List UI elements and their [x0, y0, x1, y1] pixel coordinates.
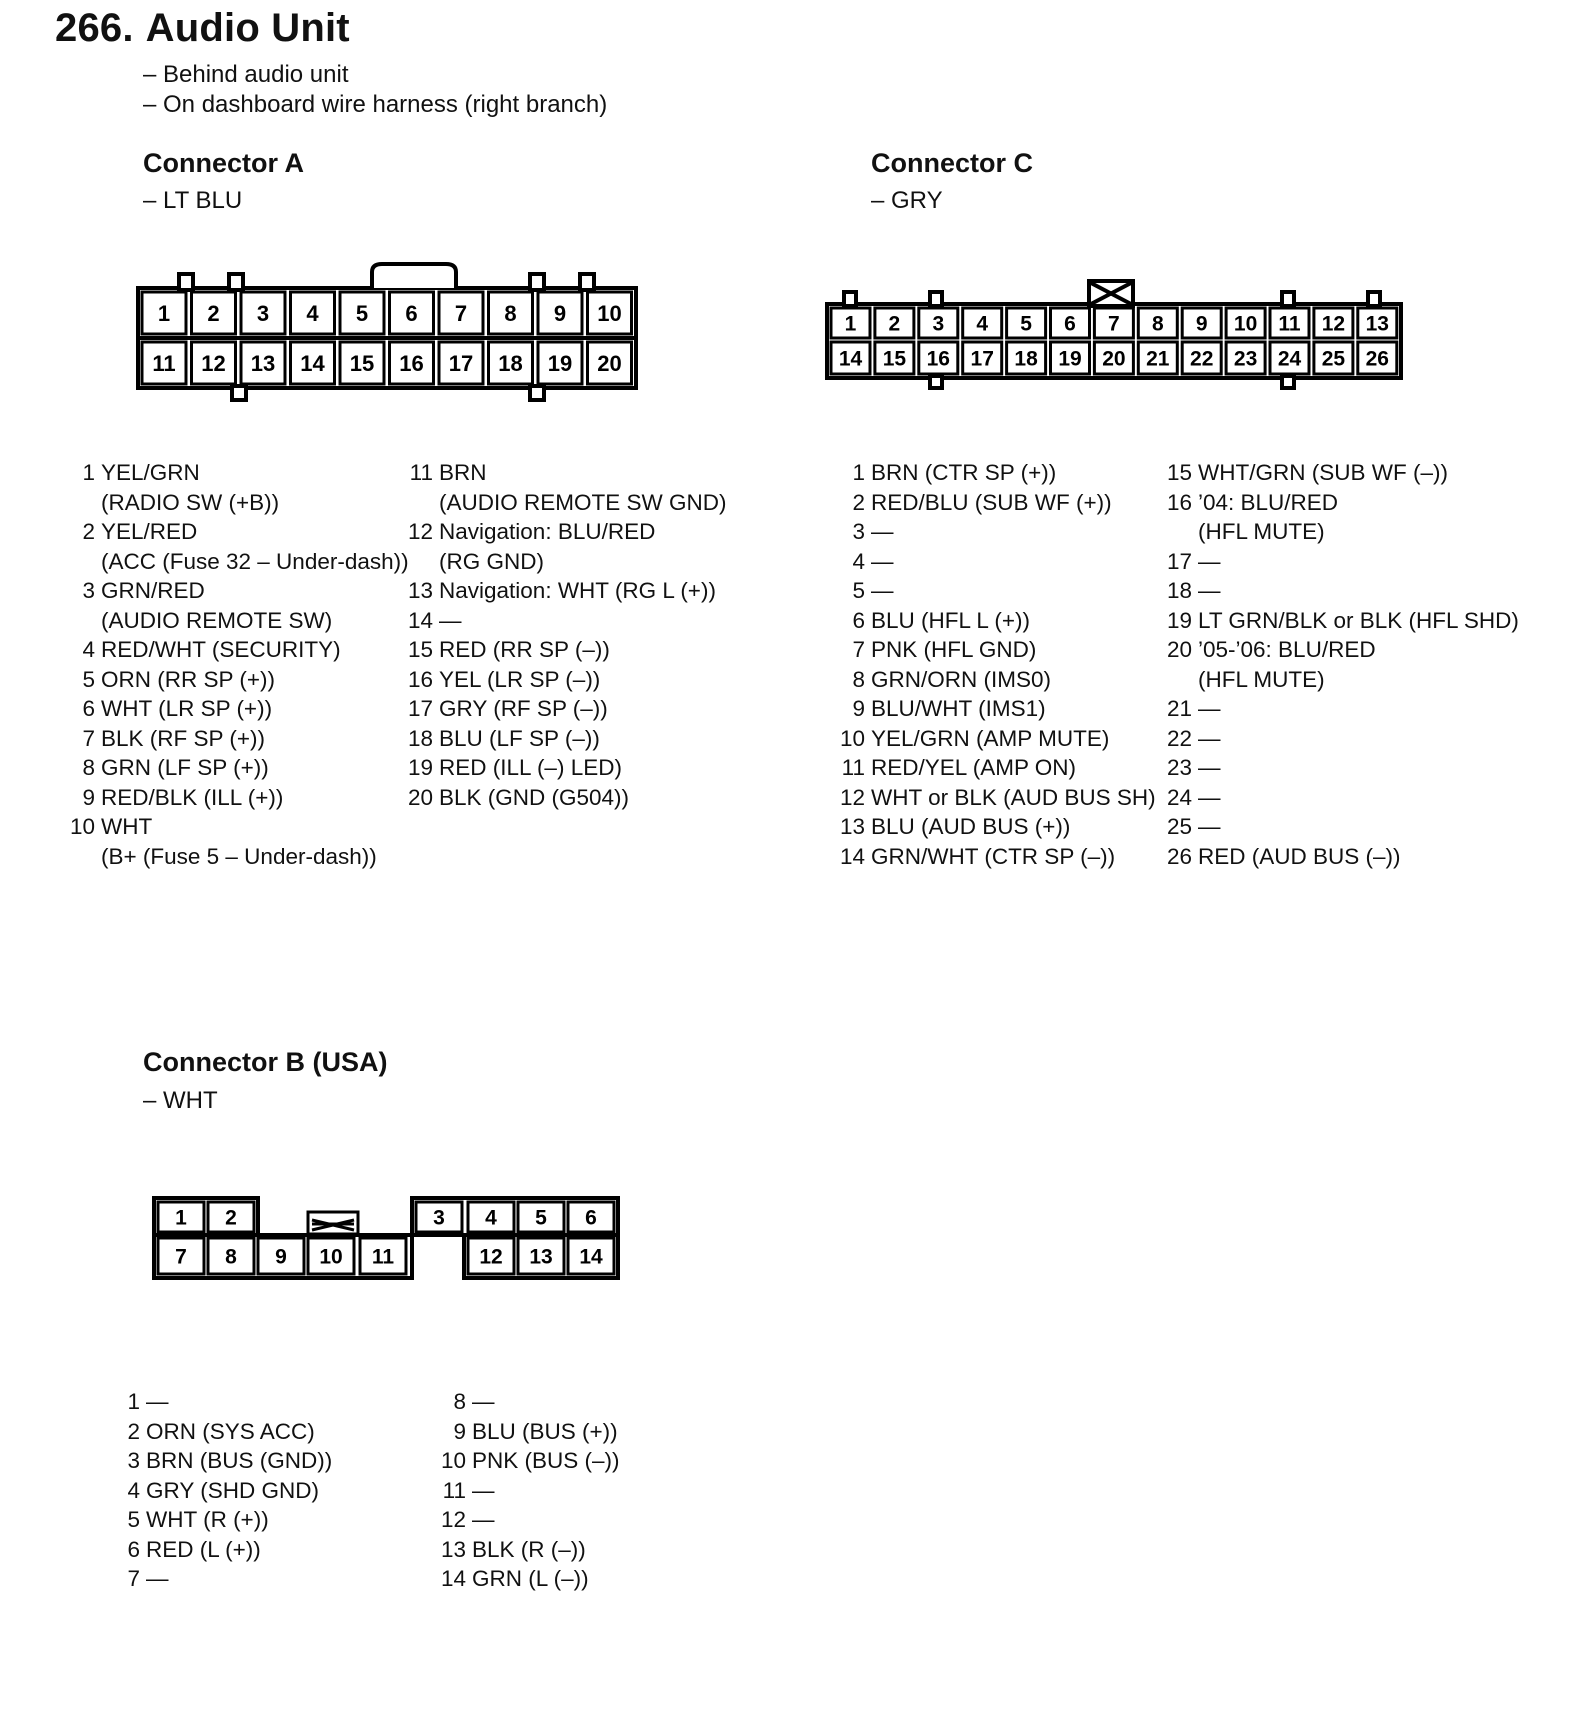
pin-number: 13 [440, 1536, 466, 1562]
pin-row [65, 665, 409, 695]
pin-description: — [472, 1507, 495, 1532]
pin-description: BLU (BUS (+)) [472, 1418, 618, 1444]
pin-row [1162, 488, 1519, 518]
pin-description: GRY (SHD GND) [146, 1477, 319, 1503]
connector-b-diagram [148, 1190, 628, 1300]
connector-c-pin-5-label: 5 [1020, 312, 1032, 336]
connector-c-pin-6-label: 6 [1064, 312, 1076, 336]
pin-row [403, 458, 727, 488]
pin-description: YEL/GRN [101, 460, 200, 485]
pin-row [65, 783, 409, 813]
pin-description: — [1198, 784, 1221, 810]
pin-number: 13 [839, 814, 865, 839]
pin-row [835, 547, 1156, 577]
pin-row [65, 694, 409, 724]
pin-description: RED/WHT (SECURITY) [101, 637, 341, 662]
connector-b-pin-6-label: 6 [585, 1206, 597, 1230]
pin-row [403, 606, 727, 636]
pin-row [403, 694, 727, 724]
pin-description: RED/BLK (ILL (+)) [101, 784, 284, 810]
pin-description: — [1198, 814, 1221, 839]
connector-b-pin-14-label: 14 [579, 1245, 603, 1269]
pin-row [110, 1417, 332, 1447]
connector-c-pin-9-label: 9 [1195, 312, 1208, 336]
pin-description: GRN/ORN (IMS0) [871, 666, 1051, 692]
pin-number: 1 [82, 460, 95, 485]
pin-row [436, 1387, 620, 1417]
pin-row [403, 488, 727, 518]
pin-row [110, 1446, 332, 1476]
pin-row [65, 458, 409, 488]
pin-number: 14 [839, 843, 865, 869]
pin-description: — [439, 607, 462, 633]
pin-number: 15 [1166, 460, 1192, 485]
pin-number: 2 [82, 519, 95, 544]
pin-number: 5 [127, 1507, 140, 1532]
pin-row [403, 547, 727, 577]
pin-row [1162, 576, 1519, 606]
location-2: – On dashboard wire harness (right branch) [143, 91, 608, 118]
pin-row [65, 576, 409, 606]
connector-a-pin-6-label: 6 [405, 300, 418, 326]
pin-row [65, 606, 409, 636]
pin-number: 8 [453, 1389, 466, 1414]
pin-number: 16 [407, 666, 433, 692]
pin-description: — [146, 1566, 169, 1591]
pin-number: 25 [1166, 814, 1192, 839]
connector-a-pin-15-label: 15 [349, 350, 375, 376]
pin-row [65, 635, 409, 665]
pin-number: 12 [839, 784, 865, 810]
pin-description: ORN (SYS ACC) [146, 1418, 315, 1444]
pin-description: WHT/GRN (SUB WF (–)) [1198, 460, 1448, 485]
pin-row [835, 517, 1156, 547]
pin-description: BLK (RF SP (+)) [101, 725, 265, 751]
pin-row [403, 724, 727, 754]
pin-description: (AUDIO REMOTE SW GND) [439, 489, 727, 515]
pin-description: YEL/GRN (AMP MUTE) [871, 725, 1110, 751]
pin-description: BRN (CTR SP (+)) [871, 460, 1057, 485]
connector-c-pin-24-label: 24 [1277, 347, 1302, 371]
pin-number: 9 [852, 696, 865, 721]
pin-description: ’04: BLU/RED [1198, 489, 1339, 515]
connector-c-pin-11-label: 11 [1278, 312, 1301, 336]
pin-number: 13 [407, 578, 433, 603]
pin-row [436, 1535, 620, 1565]
pin-row [835, 812, 1156, 842]
pin-description: PNK (HFL GND) [871, 637, 1037, 662]
page-title [55, 6, 350, 51]
connector-b-pin-1-label: 1 [175, 1206, 187, 1230]
pin-description: BLU (AUD BUS (+)) [871, 814, 1071, 839]
pin-description: BLU (LF SP (–)) [439, 725, 600, 751]
pin-number: 22 [1166, 725, 1192, 751]
pin-row [1162, 694, 1519, 724]
pin-row [1162, 517, 1519, 547]
connector-a-pin-20-label: 20 [597, 350, 622, 376]
pin-row [436, 1564, 620, 1594]
pin-number: 6 [127, 1536, 140, 1562]
connector-c-pin-26-label: 26 [1365, 347, 1389, 371]
pin-description: — [871, 548, 894, 574]
pin-description: — [1198, 578, 1221, 603]
pin-number: 12 [440, 1507, 466, 1532]
pin-number: 18 [407, 725, 433, 751]
pin-number: 14 [407, 607, 433, 633]
connector-b-pins-right [436, 1387, 620, 1594]
connector-c-cells [831, 308, 1397, 374]
pin-description: BLU/WHT (IMS1) [871, 696, 1046, 721]
connector-c-pin-3-label: 3 [932, 312, 945, 336]
pin-row [1162, 783, 1519, 813]
connector-a-pin-2-label: 2 [207, 300, 220, 326]
connector-a-pin-7-label: 7 [454, 300, 468, 326]
pin-description: GRN/RED [101, 578, 205, 603]
pin-number: 2 [127, 1418, 140, 1444]
location-1: – Behind audio unit [143, 61, 349, 88]
pin-row [65, 547, 409, 577]
pin-description: GRN (LF SP (+)) [101, 755, 269, 780]
pin-description: BLK (GND (G504)) [439, 784, 630, 810]
connector-b-cells [158, 1202, 614, 1274]
connector-c-pin-2-label: 2 [888, 312, 901, 336]
pin-description: GRN (L (–)) [472, 1566, 589, 1591]
pin-description: (AUDIO REMOTE SW) [101, 607, 333, 633]
connector-a-pin-18-label: 18 [498, 350, 523, 376]
pin-number: 9 [82, 784, 95, 810]
pin-row [403, 635, 727, 665]
pin-row [1162, 547, 1519, 577]
pin-description: BRN (BUS (GND)) [146, 1448, 333, 1473]
connector-b-pin-4-label: 4 [485, 1206, 497, 1230]
pin-row [436, 1476, 620, 1506]
pin-description: ORN (RR SP (+)) [101, 666, 275, 692]
connector-a-pin-10-label: 10 [597, 300, 622, 326]
pin-row [1162, 842, 1519, 872]
pin-number: 14 [440, 1566, 466, 1591]
pin-number: 15 [407, 637, 433, 662]
connector-a-diagram [128, 258, 648, 418]
pin-description: (HFL MUTE) [1198, 666, 1325, 692]
connector-c-pins-right [1162, 458, 1519, 871]
pin-description: RED (AUD BUS (–)) [1198, 843, 1401, 869]
pin-number: 4 [852, 548, 865, 574]
pin-description: ’05-’06: BLU/RED [1198, 637, 1376, 662]
pin-description: (B+ (Fuse 5 – Under-dash)) [101, 843, 377, 869]
pin-row [65, 812, 409, 842]
pin-description: — [1198, 725, 1221, 751]
connector-a-pin-14-label: 14 [300, 350, 325, 376]
pin-row [835, 576, 1156, 606]
pin-number: 4 [127, 1477, 140, 1503]
connector-c-pin-19-label: 19 [1058, 347, 1082, 371]
pin-number: 19 [407, 755, 433, 780]
connector-c-pin-23-label: 23 [1233, 347, 1258, 371]
pin-row [835, 842, 1156, 872]
pin-row [403, 517, 727, 547]
connector-a-color: – LT BLU [143, 187, 243, 214]
connector-b-pin-7-label: 7 [175, 1245, 187, 1269]
connector-a-pin-1-label: 1 [157, 300, 171, 326]
pin-description: WHT [101, 814, 153, 839]
connector-c-pin-10-label: 10 [1233, 312, 1258, 336]
connector-c-title: Connector C [871, 148, 1033, 178]
connector-a-pin-9-label: 9 [553, 300, 567, 326]
connector-b-pin-2-label: 2 [225, 1206, 237, 1230]
pin-number: 23 [1166, 755, 1192, 780]
connector-b-pin-8-label: 8 [225, 1245, 237, 1269]
connector-c-pin-16-label: 16 [926, 347, 950, 371]
connector-c-pin-14-label: 14 [838, 347, 863, 371]
pin-description: (RADIO SW (+B)) [101, 489, 280, 515]
connector-a-pin-16-label: 16 [399, 350, 424, 376]
pin-description: RED (L (+)) [146, 1536, 261, 1562]
pin-number: 16 [1166, 489, 1192, 515]
connector-c-pin-1-label: 1 [844, 312, 857, 336]
pin-row [403, 576, 727, 606]
connector-a-pin-3-label: 3 [256, 300, 270, 326]
page-title-text: Audio Unit [145, 6, 350, 50]
pin-row [835, 488, 1156, 518]
pin-description: — [871, 519, 894, 544]
pin-number: 26 [1166, 843, 1192, 869]
pin-description: — [1198, 696, 1221, 721]
pin-number: 7 [127, 1566, 140, 1591]
pin-description: YEL/RED [101, 519, 198, 544]
connector-a-pin-13-label: 13 [250, 350, 276, 376]
pin-row [835, 606, 1156, 636]
pin-row [110, 1476, 332, 1506]
pin-description: WHT or BLK (AUD BUS SH) [871, 784, 1156, 810]
connector-a-title: Connector A [143, 148, 304, 178]
pin-number: 3 [852, 519, 865, 544]
pin-number: 5 [82, 666, 95, 692]
connector-b-pin-11-label: 11 [371, 1245, 395, 1269]
pin-number: 18 [1166, 578, 1192, 603]
connector-a-pin-12-label: 12 [201, 350, 226, 376]
pin-description: — [146, 1389, 169, 1414]
connector-b-title: Connector B (USA) [143, 1047, 388, 1077]
connector-b-color: – WHT [143, 1087, 218, 1114]
pin-number: 4 [82, 637, 95, 662]
pin-row [403, 753, 727, 783]
connector-c-pin-20-label: 20 [1102, 347, 1126, 371]
pin-description: PNK (BUS (–)) [472, 1448, 620, 1473]
connector-c-pin-25-label: 25 [1321, 347, 1346, 371]
pin-row [403, 665, 727, 695]
pin-number: 21 [1166, 696, 1192, 721]
connector-c-pin-12-label: 12 [1321, 312, 1346, 336]
connector-b-pin-12-label: 12 [479, 1245, 503, 1269]
pin-description: (ACC (Fuse 32 – Under-dash)) [101, 548, 409, 574]
pin-row [436, 1505, 620, 1535]
connector-c-pin-4-label: 4 [976, 312, 989, 336]
pin-number: 20 [407, 784, 433, 810]
pin-description: — [1198, 755, 1221, 780]
pin-row [110, 1387, 332, 1417]
pin-row [403, 783, 727, 813]
pin-number: 10 [839, 725, 865, 751]
pin-description: RED/BLU (SUB WF (+)) [871, 489, 1112, 515]
pin-row [835, 665, 1156, 695]
connector-b-pins-left [110, 1387, 332, 1594]
connector-c-pin-13-label: 13 [1365, 312, 1389, 336]
pin-row [65, 753, 409, 783]
pin-row [835, 694, 1156, 724]
pin-number: 24 [1166, 784, 1192, 810]
pin-description: LT GRN/BLK or BLK (HFL SHD) [1198, 607, 1519, 633]
pin-description: GRN/WHT (CTR SP (–)) [871, 843, 1116, 869]
pin-description: — [472, 1477, 495, 1503]
pin-number: 7 [852, 637, 865, 662]
pin-row [436, 1446, 620, 1476]
pin-row [110, 1505, 332, 1535]
pin-description: YEL (LR SP (–)) [439, 666, 601, 692]
connector-c-pin-17-label: 17 [970, 347, 994, 371]
connector-a-pin-4-label: 4 [306, 300, 319, 326]
connector-c-pin-15-label: 15 [882, 347, 907, 371]
connector-a-pin-19-label: 19 [547, 350, 573, 376]
pin-number: 6 [852, 607, 865, 633]
pin-number: 3 [82, 578, 95, 603]
pin-row [835, 783, 1156, 813]
pin-number: 17 [1166, 548, 1192, 574]
pin-description: — [472, 1389, 495, 1414]
pin-row [65, 724, 409, 754]
pin-number: 3 [127, 1448, 140, 1473]
connector-c-pin-8-label: 8 [1151, 312, 1164, 336]
pin-description: WHT (R (+)) [146, 1507, 269, 1532]
pin-description: Navigation: BLU/RED [439, 519, 656, 544]
connector-a-pin-11-label: 11 [152, 350, 176, 376]
pin-row [835, 458, 1156, 488]
pin-row [65, 842, 409, 872]
pin-description: Navigation: WHT (RG L (+)) [439, 578, 716, 603]
connector-c-color: – GRY [871, 187, 943, 214]
pin-number: 11 [442, 1477, 466, 1503]
pin-number: 10 [440, 1448, 466, 1473]
pin-description: BRN [439, 460, 487, 485]
pin-row [835, 724, 1156, 754]
pin-number: 11 [409, 460, 433, 485]
pin-description: WHT (LR SP (+)) [101, 696, 273, 721]
connector-a-pins-left [65, 458, 409, 871]
connector-b-pin-10-label: 10 [319, 1245, 343, 1269]
pin-number: 19 [1166, 607, 1192, 633]
connector-c-diagram [820, 276, 1410, 396]
pin-description: GRY (RF SP (–)) [439, 696, 608, 721]
pin-description: RED (RR SP (–)) [439, 637, 610, 662]
pin-number: 17 [407, 696, 433, 721]
pin-number: 9 [453, 1418, 466, 1444]
connector-c-pin-22-label: 22 [1190, 347, 1214, 371]
connector-c-pin-21-label: 21 [1146, 347, 1170, 371]
pin-description: BLK (R (–)) [472, 1536, 586, 1562]
pin-row [1162, 665, 1519, 695]
pin-description: BLU (HFL L (+)) [871, 607, 1030, 633]
pin-row [1162, 753, 1519, 783]
pin-row [1162, 606, 1519, 636]
pin-number: 1 [852, 460, 865, 485]
pin-row [436, 1417, 620, 1447]
pin-row [1162, 724, 1519, 754]
pin-number: 2 [852, 489, 865, 515]
pin-number: 12 [407, 519, 433, 544]
page-number: 266. [55, 6, 134, 50]
connector-a-pin-17-label: 17 [448, 350, 474, 376]
pin-row [110, 1564, 332, 1594]
pin-row [65, 488, 409, 518]
pin-row [1162, 458, 1519, 488]
pin-description: (RG GND) [439, 548, 544, 574]
connector-b-pin-13-label: 13 [529, 1245, 553, 1269]
pin-number: 11 [841, 755, 865, 780]
pin-description: — [871, 578, 894, 603]
connector-a-pins-right [403, 458, 727, 812]
pin-description: RED/YEL (AMP ON) [871, 755, 1077, 780]
connector-a-pin-5-label: 5 [355, 300, 369, 326]
pin-number: 10 [69, 814, 95, 839]
pin-row [835, 635, 1156, 665]
pin-row [835, 753, 1156, 783]
connector-b-pin-3-label: 3 [433, 1206, 445, 1230]
pin-row [1162, 635, 1519, 665]
pin-description: — [1198, 548, 1221, 574]
connector-b-pin-9-label: 9 [275, 1245, 287, 1269]
pin-row [65, 517, 409, 547]
pin-description: RED (ILL (–) LED) [439, 755, 622, 780]
pin-number: 6 [82, 696, 95, 721]
connector-c-pin-18-label: 18 [1014, 347, 1038, 371]
connector-c-pins-left [835, 458, 1156, 871]
pin-row [1162, 812, 1519, 842]
pin-number: 7 [82, 725, 95, 751]
connector-c-pin-7-label: 7 [1108, 312, 1120, 336]
connector-a-pin-8-label: 8 [504, 300, 517, 326]
connector-b-pin-5-label: 5 [535, 1206, 547, 1230]
pin-number: 5 [852, 578, 865, 603]
pin-number: 20 [1166, 637, 1192, 662]
pin-number: 1 [127, 1389, 140, 1414]
pin-number: 8 [852, 666, 865, 692]
pin-number: 8 [82, 755, 95, 780]
pin-description: (HFL MUTE) [1198, 519, 1325, 544]
pin-row [110, 1535, 332, 1565]
